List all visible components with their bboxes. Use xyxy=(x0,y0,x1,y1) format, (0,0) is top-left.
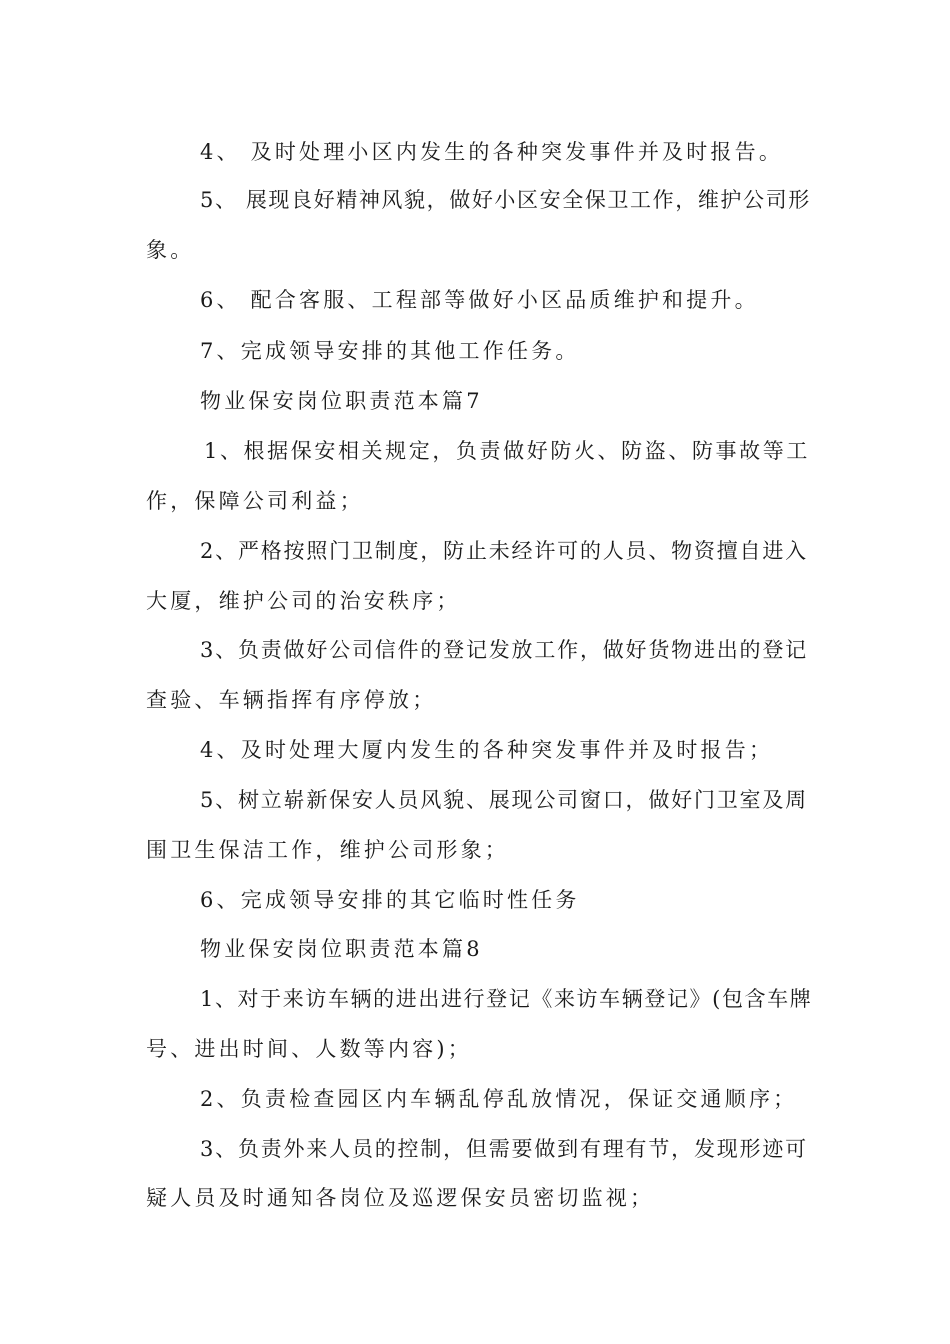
paragraph-line: 作，保障公司利益； xyxy=(146,489,364,513)
paragraph-line: 2、严格按照门卫制度，防止未经许可的人员、物资擅自进入 xyxy=(200,539,808,563)
paragraph-line: 象。 xyxy=(146,238,195,262)
paragraph-line: 4、 及时处理小区内发生的各种突发事件并及时报告。 xyxy=(200,140,784,164)
paragraph-line: 疑人员及时通知各岗位及巡逻保安员密切监视； xyxy=(146,1186,655,1210)
paragraph-line: 6、完成领导安排的其它临时性任务 xyxy=(200,888,580,912)
section-heading: 物业保安岗位职责范本篇8 xyxy=(200,937,483,961)
paragraph-line: 3、负责外来人员的控制，但需要做到有理有节，发现形迹可 xyxy=(200,1137,808,1161)
paragraph-line: 围卫生保洁工作，维护公司形象； xyxy=(146,838,509,862)
paragraph-line: 3、负责做好公司信件的登记发放工作，做好货物进出的登记 xyxy=(200,638,808,662)
paragraph-line: 查验、车辆指挥有序停放； xyxy=(146,688,437,712)
paragraph-line: 大厦，维护公司的治安秩序； xyxy=(146,589,461,613)
paragraph-line: 1、对于来访车辆的进出进行登记《来访车辆登记》(包含车牌 xyxy=(200,987,813,1011)
paragraph-line: 5、树立崭新保安人员风貌、展现公司窗口，做好门卫室及周 xyxy=(200,788,808,812)
paragraph-line: 1、根据保安相关规定，负责做好防火、防盗、防事故等工 xyxy=(204,439,810,463)
paragraph-line: 5、 展现良好精神风貌，做好小区安全保卫工作，维护公司形 xyxy=(200,188,811,212)
section-heading: 物业保安岗位职责范本篇7 xyxy=(200,389,483,413)
paragraph-line: 6、 配合客服、工程部等做好小区品质维护和提升。 xyxy=(200,288,759,312)
paragraph-line: 7、完成领导安排的其他工作任务。 xyxy=(200,339,580,363)
paragraph-line: 号、进出时间、人数等内容)； xyxy=(146,1037,472,1061)
paragraph-line: 4、及时处理大厦内发生的各种突发事件并及时报告； xyxy=(200,738,774,762)
paragraph-line: 2、负责检查园区内车辆乱停乱放情况，保证交通顺序； xyxy=(200,1087,798,1111)
